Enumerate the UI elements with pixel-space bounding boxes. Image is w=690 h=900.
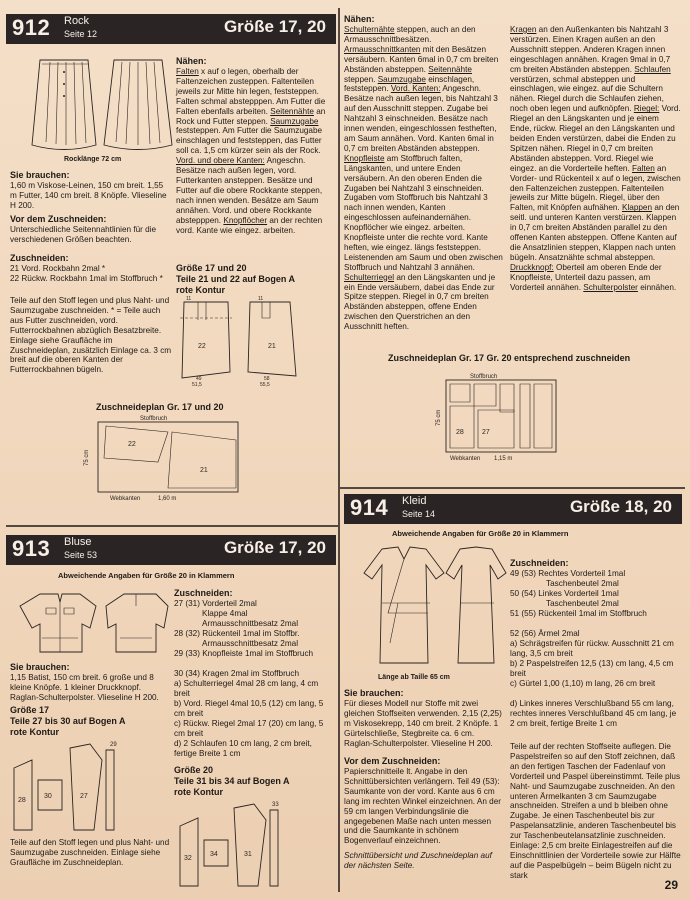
header-913 — [6, 535, 336, 565]
pattern-number: 55,5 — [260, 382, 270, 388]
plan-fabric-label: Stoffbruch — [140, 416, 168, 422]
before-cutting-heading: Vor dem Zuschneiden: — [344, 756, 441, 766]
plan-width: 1,15 m — [494, 456, 513, 462]
cutting-plan-heading: Zuschneideplan Gr. 17 und 20 — [96, 402, 224, 412]
sewing-text: Schulternähte steppen, auch an den Armausschnittbesätzen. Armausschnittkanten mit den Besätzen versäubern. Kanten 6mal in 0,7 cm breiten Abständen absteppen. Seitennähte steppen. Saumzugabe einschlagen, feststeppen. Vord. Kanten: Angeschn. Besätze nach außen legen, bis Nahtzahl 3 auf den Ausschnitt steppen. Zugabe bei Nahtzahl 3 einschneiden. Besätze nach innen wenden, eingeschlossen festheften, am Saum annähen. Vord. Kanten 6mal in 0,7 cm breiten Abständen absteppen. Knopfleiste am Stoffbruch falten, Längskanten, und untere Enden versäubern. An den oberen Enden die Zugaben bei Nahtzahl 3 einschneiden. Zugaben vom Stoffbruch bis Nahtzahl 3 nach innen wenden, Kanten eingeschlossen aufeinandernähen. Knopflöcher wie eingez. arbeiten. Knopfleiste unter die rechte vord. Kante heften, wie eingez. längs feststeppen. Leistenenden am Saum und oben zwischen Stoffbruch und Nahtzahl 3 annähen. Schulterriegel an den Längskanten und je ein Ende versäubern, dabei das Ende zur Spitze steppen. Riegel in 0,7 cm breiten Abständen absteppen, offene Enden zwischen den Querstrichen an den Ausschnitt heften. — [344, 25, 506, 332]
cutting-instructions: Teile auf den Stoff legen und plus Naht- und Saumzugabe zuschneiden. Einlage siehe Graufläche im Zuschneideplan. — [10, 838, 172, 867]
pattern-number: 51,5 — [192, 382, 202, 388]
size-20-heading: Größe 20 — [174, 765, 214, 775]
dress-illustration — [348, 543, 508, 671]
cutting-plan-blouse — [430, 372, 570, 462]
materials-text: 1,15 Batist, 150 cm breit. 6 große und 8 kleine Knöpfe. 1 kleiner Druckknopf. Raglan-Schulterpolster. Vlieseline H 200. — [10, 673, 159, 702]
section-divider-914 — [340, 487, 685, 489]
skirt-length-caption: Rocklänge 72 cm — [64, 156, 122, 163]
materials-text: Für dieses Modell nur Stoffe mit zwei gleichen Stoffseiten verwenden. 2,15 (2,25) m Viskosekrepp, 140 cm breit. 2 Knöpfe. 1 Gürtelschließe, Stegbreite ca. 6 cm. Raglan-Schulterpolster. Vlieseline H 200. — [344, 699, 505, 748]
plan-height: 75 cm — [436, 409, 442, 426]
cutting-item: d) Linkes inneres Verschlußband 55 cm lang, rechtes inneres Verschlußband 45 cm lang, je 2 cm breit, fertige Breite 1 cm — [510, 699, 679, 728]
cutting-item: 51 (55) Rückenteil 1mal im Stoffbruch — [510, 609, 647, 618]
section-divider-912-913 — [6, 525, 338, 527]
cutting-item: 27 (31) Vorderteil 2mal — [174, 599, 257, 608]
cutting-item: 21 Vord. Rockbahn 2mal * — [10, 264, 106, 273]
pattern-number: 30 — [44, 793, 52, 800]
sewing-text: Falten x auf o legen, oberhalb der Faltenzeichen zusteppen. Faltenteilen jeweils zur Mitte hin legen, feststeppen. Falten schmal abstepppen. Am Futter die Falten ebenfalls arbeiten. Seitennähte an Rock und Futter steppen. Saumzugabe feststeppen. Am Futter die Saumzugabe einschlagen und feststeppen, das Futter soll ca. 1,5 cm kürzer sein als der Rock. Vord. und obere Kanten: Angeschn. Besätze nach außen legen, vord. Futterkanten ansteppen. Besätze und Futter auf die obere Rockkante steppen, nach innen wenden. Besätze am Saum annähen. Vord. und obere Rockkante abstepppen. Knopflöcher an der rechten vord. Kante wie eingez. arbeiten. — [176, 67, 328, 235]
cutting-item: Taschenbeutel 2mal — [546, 599, 619, 608]
cutting-heading: Zuschneiden: — [174, 588, 233, 598]
materials-heading: Sie brauchen: — [10, 170, 70, 180]
page-number: 29 — [664, 878, 678, 892]
cutting-item: 30 (34) Kragen 2mal im Stoffbruch — [174, 669, 299, 678]
cutting-instructions: Teile auf der rechten Stoffseite auflegen. Die Paspelstreifen so auf den Stoff zeichnen, daß an den fertigen Taschen der Fadenlauf von Vorderteil und Paspel übereinstimmt. Teile plus Naht- und Saumzugabe zuschneiden. An den unteren Ärmelkanten 3 cm Saumzugabe anschneiden. Streifen a und b bleiben ohne Zugabe. Je einen Taschenbeutel bis zur Paspelansatzlinie, anderen Taschenbeutel bis zur Taschenbeutelansatzlinie zuschneiden. Einlage: 2,5 cm breite Einlagestreifen auf die Einschnittlinien der Vorderteile sowie zur Hälfte auf die Paspelbügeln – beim Bügeln nicht zu stark — [510, 742, 683, 880]
cutting-item: Taschenbeutel 2mal — [546, 579, 619, 588]
pattern-number: 33 — [272, 802, 279, 808]
cutting-plan-heading: Zuschneideplan Gr. 17 Gr. 20 entsprechend zuschneiden — [388, 353, 631, 363]
dress-length-caption: Länge ab Taille 65 cm — [378, 674, 450, 681]
header-914 — [344, 494, 682, 524]
issue-page: Seite 12 — [64, 29, 98, 39]
plan-selvage-label: Webkanten — [110, 496, 141, 502]
cutting-item: 50 (54) Linkes Vorderteil 1mal — [510, 589, 619, 598]
pattern-number: 58 — [264, 376, 270, 382]
cutting-item: d) 2 Schlaufen 10 cm lang, 2 cm breit, fertige Breite 1 cm — [174, 739, 315, 758]
sewing-heading: Nähen: — [176, 56, 207, 66]
column-divider — [338, 8, 340, 892]
pattern-number: 912 — [12, 15, 51, 40]
pattern-sheet-info: Größe 17 und 20 Teile 21 und 22 auf Bogen A rote Kontur — [176, 263, 296, 295]
cutting-item: 28 (32) Rückenteil 1mal im Stoffbr. — [174, 629, 300, 638]
footnote: Schnittübersicht und Zuschneideplan auf der nächsten Seite. — [344, 851, 495, 870]
size-17-sheet-info: Teile 27 bis 30 auf Bogen A rote Kontur — [10, 716, 126, 737]
plan-height: 75 cm — [84, 449, 90, 466]
before-cutting-text: Papierschnitteile lt. Angabe in den Schnittübersichten verlängern. Teil 49 (53): Saumkante von der vord. Kante aus 6 cm lang im rechten Winkel einzeichnen. An der 59 cm langen Verbindungslinie die angegebenen Maße nach unten messen und die Saumkante in schönem Bogenverlauf einzeichnen. — [344, 767, 504, 846]
cutting-item: 52 (56) Ärmel 2mal — [510, 629, 580, 638]
issue-page: Seite 53 — [64, 550, 98, 560]
pattern-number: 914 — [350, 495, 389, 520]
cutting-item: Armausschnittbesatz 2mal — [202, 639, 299, 648]
size-range: Größe 17, 20 — [223, 538, 326, 557]
pattern-number: 22 — [198, 343, 206, 350]
pattern-number: 11 — [186, 296, 192, 302]
plan-piece: 22 — [128, 441, 136, 448]
pattern-number: 29 — [110, 742, 117, 748]
cutting-item: b) 2 Paspelstreifen 12,5 (13) cm lang, 4,5 cm breit — [510, 659, 676, 678]
pattern-number: 21 — [268, 343, 276, 350]
cutting-item: 49 (53) Rechtes Vorderteil 1mal — [510, 569, 626, 578]
garment-name: Kleid — [402, 495, 427, 507]
pattern-number: 11 — [258, 296, 264, 302]
sewing-text-continued: Kragen an den Außenkanten bis Nahtzahl 3 verstürzen. Einen Kragen außen an den Ausschnitt steppen. Anderen Kragen innen eingeschlagen annähen. Kragen 9mal in 0,7 cm breiten Abständen absteppen. Schlaufen verstürzen, schmal absteppen und einschlagen, wie eingez. auf die Schultern nähen. Riegel durch die Schlaufen ziehen, noch oben legen und aufknöpfen. Riegel: Vord. Riegel an den Längskanten und je einem Ende, rückw. Riegel an den Längskanten und beiden Enden verstürzen, dabei die Enden zu Spitzen nähen. Riegel in 0,7 cm breiten Abständen absteppen. Vord. Riegel wie eingez. an die Vorderteile heften. Falten an Vorder- und Rückenteil x auf o legen, zwischen den Faltenzeichen zusteppen. Faltenteilen jeweils zur Mitte bügeln. Riegel, über den Falten, mit Knöpfen aufnähen. Klappen an den seitl. und unteren Kanten verstürzen. Klappen in 0,7 cm breiten Abständen parallel zu den offenen Kanten absteppen. Offene Kanten auf die Ansatzlinien steppen, Klappen nach unten bügeln. Ansatznähte schmal absteppen. Druckknopf: Oberteil am oberen Ende der Knopfleiste, Unterteil dazu passen, am Vorderteil annähen. Schulterpolster einnähen. — [510, 25, 684, 292]
materials-heading: Sie brauchen: — [344, 688, 404, 698]
cutting-item: c) Gürtel 1,00 (1,10) m lang, 26 cm breit — [510, 679, 656, 688]
cutting-item: c) Rückw. Riegel 2mal 17 (20) cm lang, 5 cm breit — [174, 719, 326, 738]
pattern-pieces-skirt — [178, 298, 333, 388]
pattern-number: 913 — [12, 536, 51, 561]
plan-piece: 27 — [482, 429, 490, 436]
pattern-number: 31 — [244, 851, 252, 858]
pattern-number: 49 — [196, 376, 202, 382]
cutting-heading: Zuschneiden: — [10, 253, 69, 263]
pattern-pieces-blouse-17 — [10, 740, 130, 835]
before-cutting-heading: Vor dem Zuschneiden: — [10, 214, 107, 224]
size-20-note: Abweichende Angaben für Größe 20 in Klammern — [392, 529, 569, 538]
size-20-note: Abweichende Angaben für Größe 20 in Klammern — [58, 571, 235, 580]
cutting-item: Armausschnittbesatz 2mal — [202, 619, 299, 628]
size-20-sheet-info: Teile 31 bis 34 auf Bogen A rote Kontur — [174, 776, 290, 797]
blouse-illustration — [10, 588, 170, 658]
skirt-illustration — [30, 50, 180, 155]
materials-text: 1,60 m Viskose-Leinen, 150 cm breit. 1,55 m Futter, 140 cm breit. 8 Knöpfe. Vlieseline H 200. — [10, 181, 169, 210]
pattern-pieces-blouse-20 — [176, 800, 286, 890]
cutting-heading: Zuschneiden: — [510, 558, 569, 568]
materials-heading: Sie brauchen: — [10, 662, 70, 672]
cutting-item: Klappe 4mal — [202, 609, 248, 618]
pattern-number: 27 — [80, 793, 88, 800]
pattern-number: 32 — [184, 855, 192, 862]
size-range: Größe 18, 20 — [569, 497, 672, 516]
pattern-number: 28 — [18, 797, 26, 804]
size-range: Größe 17, 20 — [223, 17, 326, 36]
plan-selvage-label: Webkanten — [450, 456, 481, 462]
sewing-heading: Nähen: — [344, 14, 375, 24]
size-17-heading: Größe 17 — [10, 705, 50, 715]
cutting-item: 22 Rückw. Rockbahn 1mal im Stoffbruch * — [10, 274, 163, 283]
plan-piece: 28 — [456, 429, 464, 436]
cutting-item: a) Schrägstreifen für rückw. Ausschnitt 21 cm lang, 3,5 cm breit — [510, 639, 677, 658]
plan-piece: 21 — [200, 467, 208, 474]
issue-page: Seite 14 — [402, 509, 436, 519]
garment-name: Bluse — [64, 536, 92, 548]
garment-name: Rock — [64, 15, 90, 27]
before-cutting-text: Unterschiedliche Seitennahtlinien für die verschiedenen Größen beachten. — [10, 225, 159, 244]
cutting-plan-skirt — [80, 414, 250, 504]
plan-fabric-label: Stoffbruch — [470, 374, 498, 380]
cutting-item: a) Schulterriegel 4mal 28 cm lang, 4 cm breit — [174, 679, 321, 698]
pattern-number: 34 — [210, 851, 218, 858]
cutting-item: b) Vord. Riegel 4mal 10,5 (12) cm lang, 5 cm breit — [174, 699, 326, 718]
plan-width: 1,60 m — [158, 496, 177, 502]
cutting-item: 29 (33) Knopfleiste 1mal im Stoffbruch — [174, 649, 314, 658]
header-912 — [6, 14, 336, 44]
cutting-instructions: Teile auf den Stoff legen und plus Naht- und Saumzugabe zuschneiden. * = Teile auch aus Futter zuschneiden, vord. Futterrockbahnen abzüglich Besatzbreite. Einlage siehe Graufläche im Zuschneideplan, zusätzlich Einlage ca. 3 cm breit auf die oberen Kanten der Futterrockbahnen bügeln. — [10, 296, 174, 375]
